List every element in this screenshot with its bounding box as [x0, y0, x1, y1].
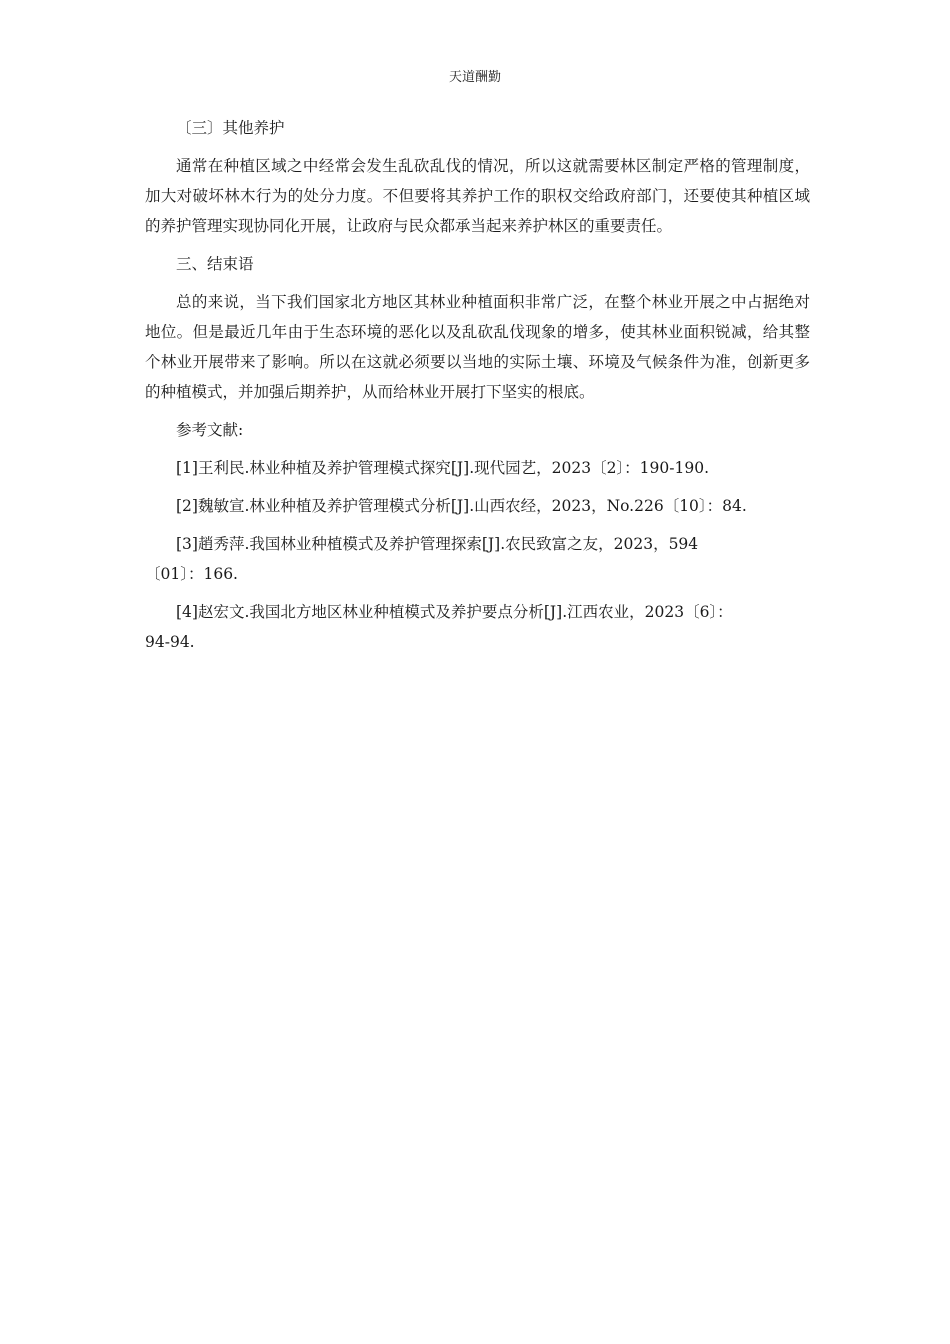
- paragraph-other-care: 通常在种植区域之中经常会发生乱砍乱伐的情况，所以这就需要林区制定严格的管理制度，加大对破坏林木行为的处分力度。不但要将其养护工作的职权交给政府部门，还要使其种植区域的养护管理实现协同化开展，让政府与民众都承当起来养护林区的重要责任。: [145, 157, 810, 235]
- reference-3-continuation: 〔01〕：166.: [145, 565, 238, 583]
- section-heading-other-care: 〔三〕其他养护: [176, 119, 285, 137]
- references-title: 参考文献:: [176, 421, 244, 439]
- reference-item-3: [145, 529, 810, 589]
- reference-1-text: [1]王利民.林业种植及养护管理模式探究[J].现代园艺，2023〔2〕：190-190.: [176, 459, 710, 477]
- reference-4-text: [4]赵宏文.我国北方地区林业种植模式及养护要点分析[J].江西农业，2023〔6〕：: [176, 603, 733, 621]
- section-heading-conclusion: 三、结束语: [176, 255, 254, 273]
- reference-3-text: [3]趙秀萍.我国林业种植模式及养护管理探索[J].农民致富之友，2023，594: [176, 535, 699, 553]
- reference-item-4: [145, 597, 810, 657]
- reference-2-text: [2]魏敏宣.林业种植及养护管理模式分析[J].山西农经，2023，No.226〔10〕：84.: [176, 497, 747, 515]
- page-content: [145, 113, 810, 665]
- reference-item-1: [145, 453, 810, 483]
- reference-4-continuation: 94-94.: [145, 633, 195, 651]
- reference-item-2: [145, 491, 810, 521]
- page-header: 天道酬勤: [448, 70, 501, 85]
- paragraph-conclusion: 总的来说，当下我们国家北方地区其林业种植面积非常广泛，在整个林业开展之中占据绝对地位。但是最近几年由于生态环境的恶化以及乱砍乱伐现象的增多，使其林业面积锐减，给其整个林业开展带来了影响。所以在这就必须要以当地的实际土壤、环境及气候条件为准，创新更多的种植模式，并加强后期养护，从而给林业开展打下坚实的根底。: [145, 293, 810, 401]
